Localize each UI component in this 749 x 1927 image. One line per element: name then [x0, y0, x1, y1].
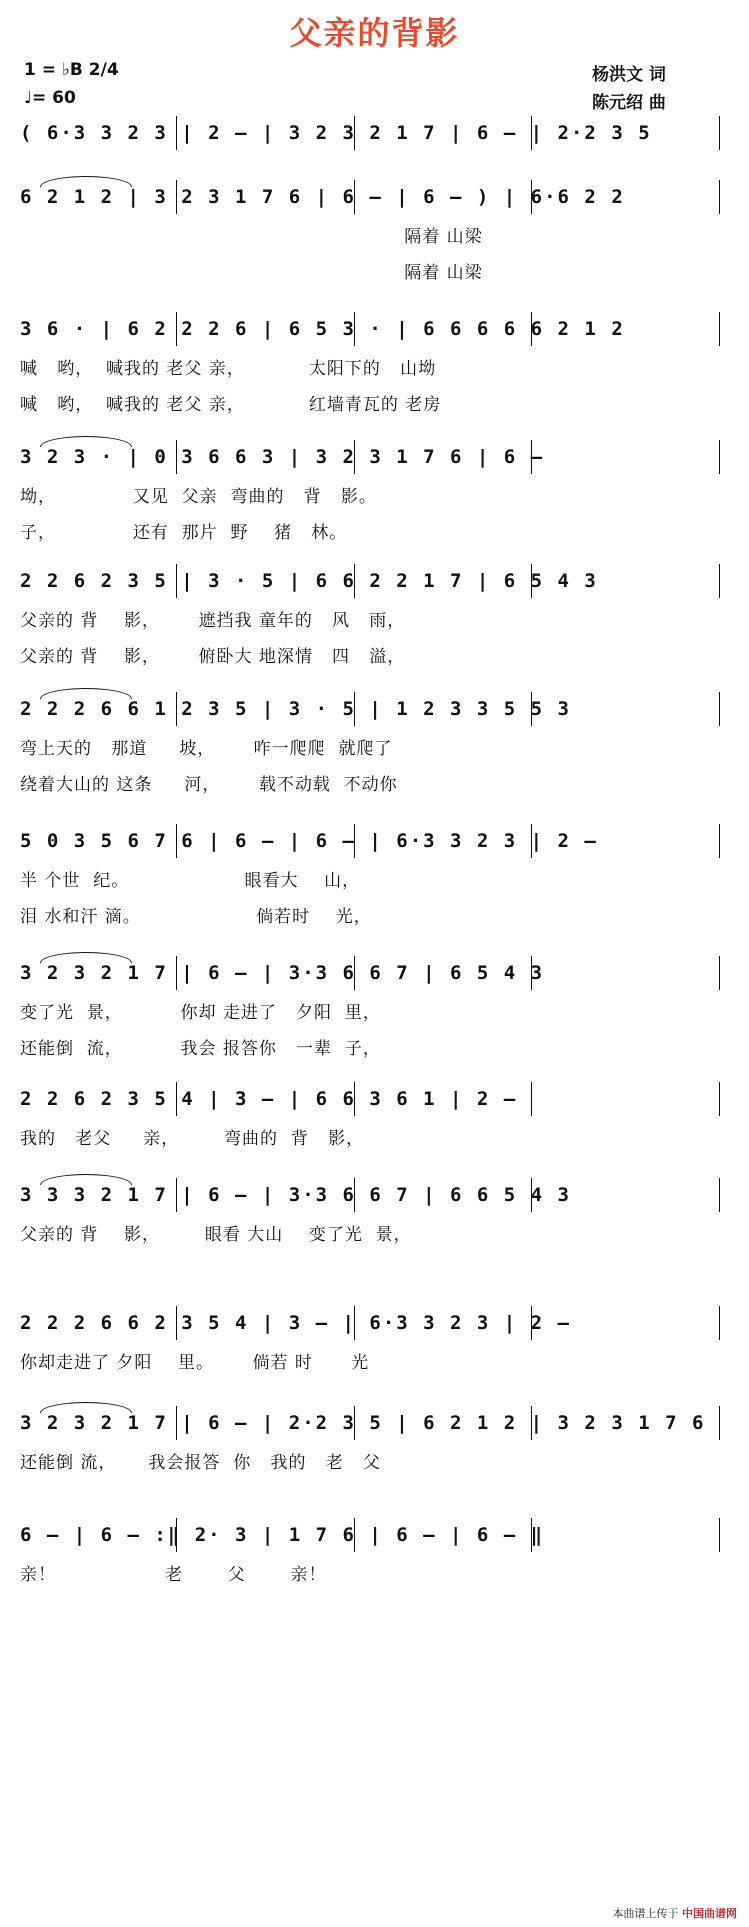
lyric-line: 喊 哟， 喊我的 老父 亲， 太阳下的 山坳: [20, 359, 437, 379]
barline: [531, 1406, 532, 1440]
barline: [719, 180, 720, 214]
barline: [176, 956, 177, 990]
barline: [719, 1406, 720, 1440]
barline: [531, 180, 532, 214]
barline: [531, 116, 532, 150]
notation-line: 6 – | 6 – :‖ 2· 3 | 1 7 6 | 6 – | 6 – ‖: [20, 1524, 545, 1546]
barline: [176, 1306, 177, 1340]
tie-arc: [40, 1174, 132, 1185]
composer-credit: 陈元绍 曲: [592, 93, 666, 113]
barline: [354, 1518, 355, 1552]
notation-line: 3 3 3 2 1 7 | 6 – | 3·3 6 6 7 | 6 6 5 4 3: [20, 1184, 571, 1206]
tie-arc: [40, 436, 132, 447]
barline: [531, 1082, 532, 1116]
lyric-line: 变了光 景， 你却 走进了 夕阳 里，: [20, 1003, 381, 1023]
notation-line: 2 2 6 2 3 5 4 | 3 – | 6 6 3 6 1 | 2 –: [20, 1088, 518, 1110]
tie-arc: [40, 688, 132, 699]
barline: [176, 564, 177, 598]
barline: [354, 312, 355, 346]
barline: [719, 1082, 720, 1116]
barline: [176, 312, 177, 346]
notation-line: 2 2 2 6 6 2 3 5 4 | 3 – | 6·3 3 2 3 | 2 –: [20, 1312, 571, 1334]
barline: [719, 564, 720, 598]
barline: [354, 1306, 355, 1340]
lyric-line: 隔着 山梁: [20, 263, 483, 283]
barline: [354, 1082, 355, 1116]
barline: [354, 956, 355, 990]
barline: [531, 564, 532, 598]
lyric-line: 子， 还有 那片 野 猪 林。: [20, 523, 348, 543]
notation-line: 2 2 6 2 3 5 | 3 · 5 | 6 6 2 2 1 7 | 6 5 4 3: [20, 570, 598, 592]
barline: [176, 824, 177, 858]
barline: [531, 692, 532, 726]
tempo-marking: ♩= 60: [24, 88, 76, 108]
lyricist-credit: 杨洪文 词: [592, 65, 666, 85]
lyric-line: 泪 水和汗 滴。 倘若时 光，: [20, 907, 372, 927]
tie-arc: [40, 176, 132, 187]
barline: [531, 1178, 532, 1212]
notation-line: 2 2 2 6 6 1 2 3 5 | 3 · 5 | 1 2 3 3 5 5 3: [20, 698, 571, 720]
barline: [354, 440, 355, 474]
footer-prefix: 本曲谱上传于: [612, 1907, 679, 1920]
barline: [354, 116, 355, 150]
lyric-line: 弯上天的 那道 坡， 咋一爬爬 就爬了: [20, 739, 393, 759]
key-signature: 1 = ♭B 2/4: [24, 60, 119, 80]
barline: [531, 824, 532, 858]
song-title: 父亲的背影: [289, 14, 460, 52]
barline: [719, 1306, 720, 1340]
lyric-line: 还能倒 流， 我会 报答你 一辈 子，: [20, 1039, 381, 1059]
notation-line: 3 6 · | 6 2 2 2 6 | 6 5 3 · | 6 6 6 6 6 2 1 2: [20, 318, 625, 340]
tie-arc: [40, 1402, 132, 1413]
barline: [176, 1178, 177, 1212]
lyric-line: 父亲的 背 影， 遮挡我 童年的 风 雨，: [20, 611, 406, 631]
barline: [354, 692, 355, 726]
lyric-line: 绕着大山的 这条 河， 载不动载 不动你: [20, 775, 398, 795]
barline: [176, 1518, 177, 1552]
lyric-line: 我的 老父 亲， 弯曲的 背 影，: [20, 1129, 365, 1149]
barline: [531, 440, 532, 474]
barline: [354, 1178, 355, 1212]
barline: [719, 440, 720, 474]
barline: [719, 692, 720, 726]
notation-line: 6 2 1 2 | 3 2 3 1 7 6 | 6 – | 6 – ) | 6·6 2 2: [20, 186, 625, 208]
barline: [354, 180, 355, 214]
notation-line: 3 2 3 2 1 7 | 6 – | 2·2 3 5 | 6 2 1 2 | 3 2 3 1 7 6: [20, 1412, 706, 1434]
barline: [176, 1082, 177, 1116]
lyric-line: 你却走进了 夕阳 里。 倘若 时 光: [20, 1353, 370, 1373]
lyric-line: 亲！ 老 父 亲！: [20, 1565, 327, 1585]
footer-credit: [613, 1905, 738, 1921]
footer-brand: 中国曲谱网: [682, 1907, 737, 1920]
lyric-line: 半 个世 纪。 眼看大 山，: [20, 871, 361, 891]
barline: [531, 956, 532, 990]
barline: [176, 116, 177, 150]
lyric-line: 隔着 山梁: [20, 227, 483, 247]
barline: [354, 1406, 355, 1440]
barline: [719, 116, 720, 150]
lyric-line: 还能倒 流， 我会报答 你 我的 老 父: [20, 1453, 381, 1473]
lyric-line: 喊 哟， 喊我的 老父 亲， 红墙青瓦的 老房: [20, 395, 442, 415]
barline: [176, 440, 177, 474]
notation-line: 3 2 3 2 1 7 | 6 – | 3·3 6 6 7 | 6 5 4 3: [20, 962, 545, 984]
lyric-line: 坳， 又见 父亲 弯曲的 背 影。: [20, 487, 377, 507]
barline: [531, 312, 532, 346]
barline: [719, 824, 720, 858]
barline: [531, 1306, 532, 1340]
barline: [719, 956, 720, 990]
lyric-line: 父亲的 背 影， 俯卧大 地深情 四 溢，: [20, 647, 406, 667]
lyric-line: 父亲的 背 影， 眼看 大山 变了光 景，: [20, 1225, 412, 1245]
notation-line: ( 6·3 3 2 3 | 2 – | 3 2 3 2 1 7 | 6 – | 2·2 3 5: [20, 122, 652, 144]
barline: [354, 564, 355, 598]
notation-line: 3 2 3 · | 0 3 6 6 3 | 3 2 3 1 7 6 | 6 –: [20, 446, 545, 468]
notation-line: 5 0 3 5 6 7 6 | 6 – | 6 – | 6·3 3 2 3 | 2 –: [20, 830, 598, 852]
barline: [719, 1178, 720, 1212]
barline: [719, 1518, 720, 1552]
tie-arc: [40, 952, 132, 963]
barline: [719, 312, 720, 346]
barline: [531, 1518, 532, 1552]
barline: [354, 824, 355, 858]
barline: [176, 692, 177, 726]
barline: [176, 180, 177, 214]
barline: [176, 1406, 177, 1440]
